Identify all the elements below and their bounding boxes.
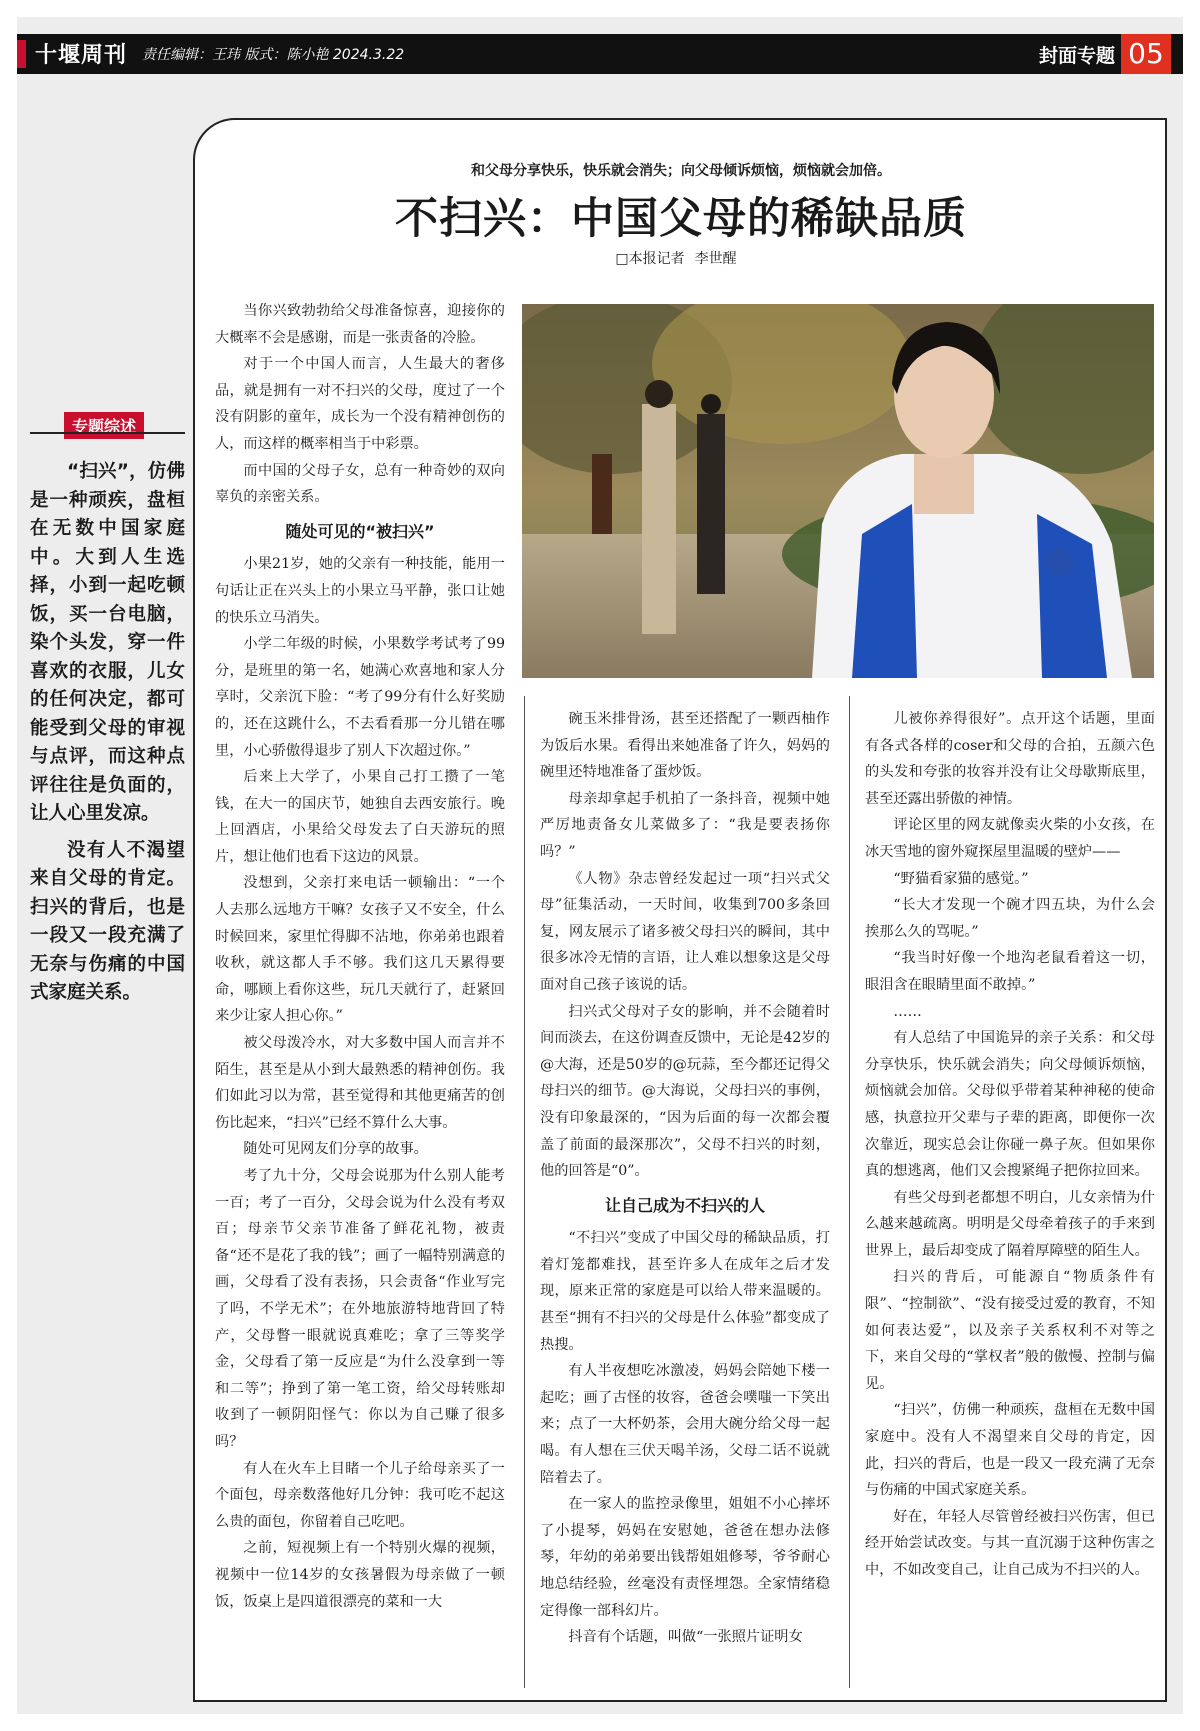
body-paragraph: 儿被你养得很好”。点开这个话题，里面有各式各样的coser和父母的合拍，五颜六色的头发和夸张的妆容并没有让父母歇斯底里，甚至还露出骄傲的神情。 — [865, 711, 1155, 807]
body-paragraph: 有些父母到老都想不明白，儿女亲情为什么越来越疏离。明明是父母牵着孩子的手来到世界上，最后却变成了隔着厚障壁的陌生人。 — [865, 1189, 1155, 1259]
body-paragraph: 《人物》杂志曾经发起过一项“扫兴式父母”征集活动，一天时间，收集到700多条回复，网友展示了诸多被父母扫兴的瞬间，其中很多冰冷无情的言语，让人难以想象这是父母面对自己孩子该说的话。 — [540, 870, 830, 993]
page-number: 05 — [1121, 34, 1171, 74]
body-paragraph: 被父母泼冷水，对大多数中国人而言并不陌生，甚至是从小到大最熟悉的精神创伤。我们如此习以为常，甚至觉得和其他更痛苦的创伤比起来，“扫兴”已经不算什么大事。 — [215, 1035, 505, 1131]
photo-illustration — [522, 304, 1154, 678]
masthead — [17, 34, 1183, 74]
logo-red-bar — [17, 40, 26, 68]
article-column-3 — [865, 706, 1155, 1584]
body-paragraph: 后来上大学了，小果自己打工攒了一笔钱，在大一的国庆节，她独自去西安旅行。晚上回酒店，小果给父母发去了白天游玩的照片，想让他们也看下这边的风景。 — [215, 769, 505, 865]
sidebar-tag: 专题综述 — [64, 412, 144, 439]
body-paragraph: 小学二年级的时候，小果数学考试考了99分，是班里的第一名，她满心欢喜地和家人分享时，父亲沉下脸：“考了99分有什么好奖励的，还在这跳什么，不去看看那一分儿错在哪里，小心骄傲得退步了别人下次超过你。” — [215, 636, 505, 759]
sidebar-paragraph: “扫兴”，仿佛是一种顽疾，盘桓在无数中国家庭中。大到人生选择，小到一起吃顿饭，买一台电脑，染个头发，穿一件喜欢的衣服，儿女的任何决定，都可能受到父母的审视与点评，而这种点评往往是负面的，让人心里发凉。 — [30, 461, 185, 824]
body-paragraph: 有人总结了中国诡异的亲子关系：和父母分享快乐，快乐就会消失；向父母倾诉烦恼，烦恼就会加倍。父母似乎带着某种神秘的使命感，执意拉开父辈与子辈的距离，即便你一次次靠近，现实总会让你碰一鼻子灰。但如果你真的想逃离，他们又会搜紧绳子把你拉回来。 — [865, 1030, 1155, 1180]
body-paragraph: 扫兴式父母对子女的影响，并不会随着时间而淡去，在这份调查反馈中，无论是42岁的@大海，还是50岁的@玩蒜，至今都还记得父母扫兴的细节。@大海说，父母扫兴的事例，没有印象最深的，“因为后面的每一次都会覆盖了前面的最深那次”，父母不扫兴的时刻，他的回答是“0”。 — [540, 1003, 830, 1180]
article-column-1 — [215, 298, 505, 1615]
body-paragraph: 当你兴致勃勃给父母准备惊喜，迎接你的大概率不会是感谢，而是一张责备的冷脸。 — [215, 303, 505, 346]
column-rule — [849, 696, 850, 1688]
body-paragraph: 对于一个中国人而言，人生最大的奢侈品，就是拥有一对不扫兴的父母，度过了一个没有阴影的童年，成长为一个没有精神创伤的人，而这样的概率相当于中彩票。 — [215, 356, 505, 452]
body-paragraph: 考了九十分，父母会说那为什么别人能考一百；考了一百分，父母会说为什么没有考双百；母亲节父亲节准备了鲜花礼物，被责备“还不是花了我的钱”；画了一幅特别满意的画，父母看了没有表扬，只会责备“作业写完了吗，不学无术”；在外地旅游特地背回了特产，父母瞥一眼就说真难吃；拿了三等奖学金，父母看了第一反应是“为什么没拿到一等和二等”；挣到了第一笔工资，给父母转账却收到了一顿阴阳怪气：你以为自己赚了很多吗？ — [215, 1168, 505, 1450]
article-byline — [196, 248, 1166, 268]
body-paragraph: 碗玉米排骨汤，甚至还搭配了一颗西柚作为饭后水果。看得出来她准备了许久，妈妈的碗里还特地准备了蛋炒饭。 — [540, 711, 830, 781]
body-paragraph: “我当时好像一个地沟老鼠看着这一切，眼泪含在眼睛里面不敢掉。” — [865, 950, 1155, 993]
section-subheading: 随处可见的“被扫兴” — [285, 521, 435, 541]
body-paragraph: 在一家人的监控录像里，姐姐不小心摔坏了小提琴，妈妈在安慰她，爸爸在想办法修琴，年幼的弟弟要出钱帮姐姐修琴，爷爷耐心地总结经验，丝毫没有责怪埋怨。全家情绪稳定得像一部科幻片。 — [540, 1496, 830, 1619]
logo-text: 十堰周刊 — [35, 42, 128, 68]
sidebar-paragraph: 没有人不渴望来自父母的肯定。扫兴的背后，也是一段又一段充满了无奈与伤痛的中国式家庭关系。 — [30, 839, 185, 1003]
section-subheading: 让自己成为不扫兴的人 — [604, 1195, 765, 1215]
article-dek: 和父母分享快乐，快乐就会消失；向父母倾诉烦恼，烦恼就会加倍。 — [471, 163, 891, 179]
body-paragraph: 评论区里的网友就像卖火柴的小女孩，在冰天雪地的窗外窥探屋里温暖的壁炉—— — [865, 817, 1155, 860]
body-paragraph: “不扫兴”变成了中国父母的稀缺品质，打着灯笼都难找，甚至许多人在成年之后才发现，原来正常的家庭是可以给人带来温暖的。甚至“拥有不扫兴的父母是什么体验”都变成了热搜。 — [540, 1230, 830, 1353]
body-paragraph: 没想到，父亲打来电话一顿输出：“一个人去那么远地方干嘛？女孩子又不安全，什么时候回来，家里忙得脚不沾地，你弟弟也跟着收秋，就这都人手不够。我们这几天累得要命，哪顾上看你这些，玩几天就行了，赶紧回来少让家人担心你。” — [215, 875, 505, 1025]
article-column-2 — [540, 706, 830, 1651]
newspaper-logo — [17, 34, 129, 74]
article-photo — [522, 304, 1154, 678]
column-rule — [524, 696, 525, 1688]
body-paragraph: 小果21岁，她的父亲有一种技能，能用一句话让正在兴头上的小果立马平静，张口让她的快乐立马消失。 — [215, 556, 505, 626]
body-paragraph: 母亲却拿起手机拍了一条抖音，视频中她严厉地责备女儿菜做多了：“我是要表扬你吗？” — [540, 790, 830, 860]
body-paragraph: “野猫看家猫的感觉。” — [893, 870, 1029, 887]
byline-name: 李世醒 — [694, 251, 737, 267]
sidebar-divider — [30, 432, 185, 434]
body-paragraph: “扫兴”，仿佛一种顽疾，盘桓在无数中国家庭中。没有人不渴望来自父母的肯定，因此，扫兴的背后，也是一段又一段充满了无奈与伤痛的中国式家庭关系。 — [865, 1402, 1155, 1499]
body-paragraph: 之前，短视频上有一个特别火爆的视频，视频中一位14岁的女孩暑假为母亲做了一顿饭，饭桌上是四道很漂亮的菜和一大 — [215, 1540, 505, 1610]
body-paragraph: 抖音有个话题，叫做“一张照片证明女 — [568, 1629, 803, 1646]
article-headline: 不扫兴：中国父母的稀缺品质 — [395, 194, 967, 244]
body-paragraph: 扫兴的背后，可能源自“物质条件有限”、“控制欲”、“没有接受过爱的教育，不知如何表达爱”，以及亲子关系权利不对等之下，来自父母的“掌权者”般的傲慢、控制与偏见。 — [865, 1269, 1155, 1392]
editor-line: 责任编辑：王玮 版式：陈小艳 2024.3.22 — [142, 47, 405, 63]
sidebar-summary — [30, 458, 185, 1016]
section-title: 封面专题 — [1038, 45, 1115, 67]
body-paragraph: 而中国的父母子女，总有一种奇妙的双向辜负的亲密关系。 — [215, 462, 505, 506]
body-paragraph: 有人半夜想吃冰激凌，妈妈会陪她下楼一起吃；画了古怪的妆容，爸爸会噗嗤一下笑出来；点了一大杯奶茶，会用大碗分给父母一起喝。有人想在三伏天喝羊汤，父母二话不说就陪着去了。 — [540, 1363, 830, 1486]
byline-prefix: □本报记者 — [615, 251, 685, 267]
body-paragraph: 好在，年轻人尽管曾经被扫兴伤害，但已经开始尝试改变。与其一直沉溺于这种伤害之中，不如改变自己，让自己成为不扫兴的人。 — [865, 1508, 1155, 1578]
body-paragraph: 有人在火车上目睹一个儿子给母亲买了一个面包，母亲数落他好几分钟：我可吃不起这么贵的面包，你留着自己吃吧。 — [215, 1460, 505, 1530]
body-paragraph: “长大才发现一个碗才四五块，为什么会挨那么久的骂呢。” — [865, 897, 1155, 940]
body-paragraph: 随处可见网友们分享的故事。 — [243, 1141, 428, 1158]
body-paragraph: …… — [893, 1003, 922, 1020]
